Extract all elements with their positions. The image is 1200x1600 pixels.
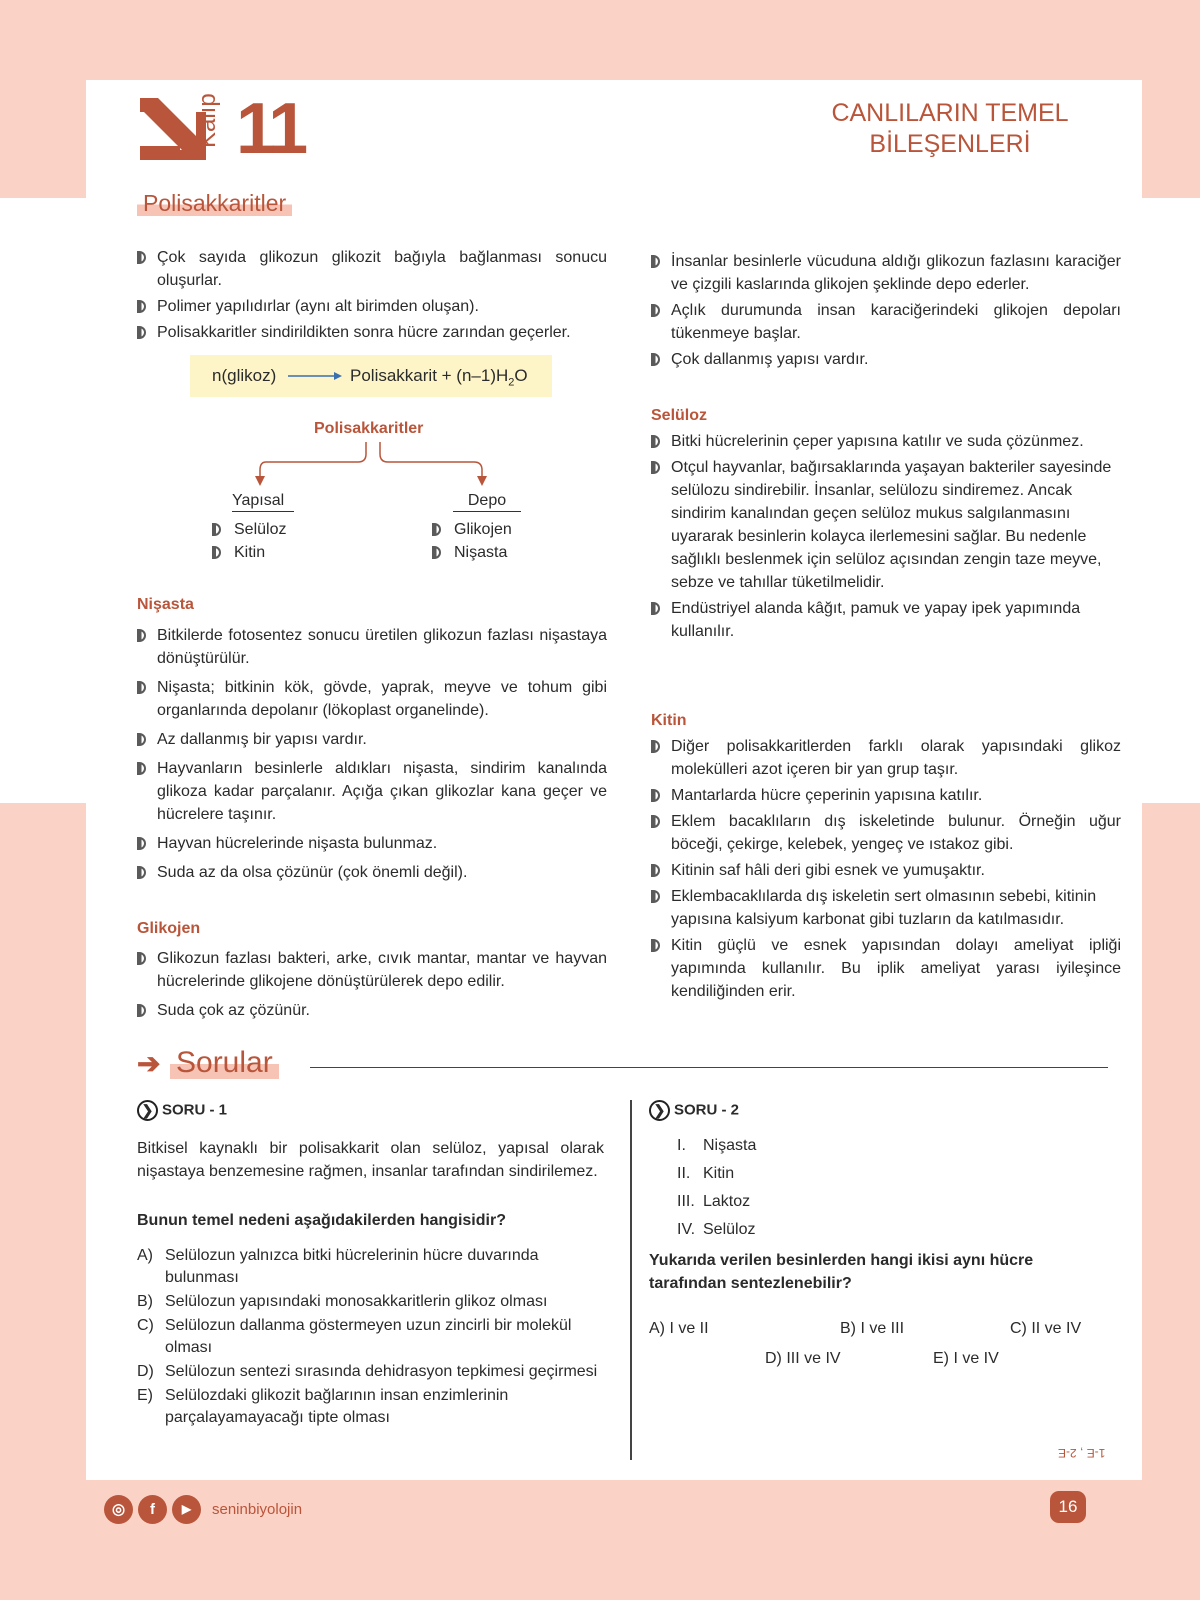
bullet-icon [651, 740, 660, 753]
option-c[interactable]: C) Selülozun dallanma göstermeyen uzun zincirli bir molekül olması [137, 1317, 572, 1356]
storage-list [432, 518, 512, 564]
bullet-icon [651, 864, 660, 877]
bullet-icon [651, 602, 660, 615]
intro-list [137, 246, 607, 347]
page-title: CANLILARIN TEMEL BİLEŞENLERİ [831, 99, 1069, 158]
question-2-items [663, 1132, 756, 1244]
list-item: Nişasta [432, 541, 512, 564]
list-item: Hayvan hücrelerinde nişasta bulunmaz. [137, 832, 607, 855]
list-item: Otçul hayvanlar, bağırsaklarında yaşayan bakteriler sayesinde selülozu sindirebilir. İnsanlar, selülozu sindiremez. Ancak sindirim kanalından geçen selüloz mukus salgılanmasını uyararak besinlerin kolayca ilerlemesini sağlar. Bu nedenle sağlıklı beslenmek için selüloz açısından zengin taze meyve, sebze ve tahıllar tüketilmelidir. [651, 456, 1121, 594]
option-a[interactable]: A) I ve II [649, 1320, 709, 1337]
bullet-icon [651, 939, 660, 952]
list-item: Çok dallanmış yapısı vardır. [651, 348, 1121, 371]
bullet-icon [651, 815, 660, 828]
youtube-icon[interactable]: ▶ [172, 1495, 201, 1524]
facebook-icon[interactable]: f [138, 1495, 167, 1524]
bullet-icon [651, 461, 660, 474]
option-c[interactable]: C) II ve IV [1010, 1320, 1082, 1337]
list-item: III. Laktoz [677, 1193, 751, 1210]
list-item: Açlık durumunda insan karaciğerindeki glikojen depoları tükenmeye başlar. [651, 299, 1121, 345]
bullet-icon [137, 300, 146, 313]
option-b[interactable]: B) I ve III [840, 1320, 905, 1337]
structural-list [212, 518, 286, 564]
bullet-icon [432, 546, 441, 559]
seluloz-title: Selüloz [651, 407, 708, 424]
nisasta-title: Nişasta [137, 596, 194, 613]
list-item: Kitinin saf hâli deri gibi esnek ve yumuşaktır. [651, 859, 1121, 882]
social-handle[interactable]: seninbiyolojin [212, 1501, 303, 1518]
bullet-icon [651, 353, 660, 366]
bullet-icon [137, 762, 146, 775]
kalip-label: Kalıp [194, 93, 221, 148]
bullet-icon [137, 733, 146, 746]
list-item: Endüstriyel alanda kâğıt, pamuk ve yapay ipek yapımında kullanılır. [651, 597, 1121, 643]
section-title: Polisakkaritler [137, 190, 292, 217]
bullet-icon [432, 523, 441, 536]
list-item: Glikozun fazlası bakteri, arke, cıvık mantar, mantar ve hayvan hücrelerinde glikojene dönüştürülerek depo edilir. [137, 947, 607, 993]
option-e[interactable]: E) I ve IV [933, 1350, 999, 1367]
question-2-label: ❯ SORU - 2 [649, 1100, 739, 1121]
bullet-icon [137, 629, 146, 642]
divider [310, 1067, 1108, 1068]
list-item: Suda çok az çözünür. [137, 999, 607, 1022]
bullet-icon [212, 523, 221, 536]
list-item: Kitin güçlü ve esnek yapısından dolayı ameliyat ipliği yapımında kullanılır. Bu iplik ameliyat yarası iyileşince kendiliğinden erir. [651, 934, 1121, 1003]
page-number: 16 [1050, 1491, 1086, 1523]
list-item: Polisakkaritler sindirildikten sonra hücre zarından geçerler. [137, 321, 607, 344]
option-d[interactable]: D) Selülozun sentezi sırasında dehidrasyon tepkimesi geçirmesi [137, 1363, 598, 1380]
list-item: Polimer yapılıdırlar (aynı alt birimden oluşan). [137, 295, 607, 318]
list-item: Diğer polisakkaritlerden farklı olarak yapısındaki glikoz molekülleri azot içeren bir yan grup taşır. [651, 735, 1121, 781]
question-1-text: Bitkisel kaynaklı bir polisakkarit olan selüloz, yapısal olarak nişastaya benzemesine rağmen, insanlar tarafından sindirilemez. [137, 1140, 604, 1180]
answer-key: 1-E , 2-E [1058, 1446, 1106, 1460]
option-a[interactable]: A) Selülozun yalnızca bitki hücrelerinin hücre duvarında bulunması [137, 1247, 539, 1286]
bullet-icon [212, 546, 221, 559]
question-1-prompt: Bunun temel nedeni aşağıdakilerden hangisidir? [137, 1212, 506, 1229]
list-item: Eklembacaklılarda dış iskeletin sert olmasının sebebi, kitinin yapısına kalsiyum karbonat gibi tuzların da katılmasıdır. [651, 885, 1121, 931]
bullet-icon [137, 866, 146, 879]
list-item: Bitki hücrelerinin çeper yapısına katılır ve suda çözünmez. [651, 430, 1121, 453]
question-2-prompt: Yukarıda verilen besinlerden hangi ikisi aynı hücre tarafından sentezlenebilir? [649, 1252, 1034, 1292]
kitin-list [651, 735, 1121, 1006]
list-item: Az dallanmış bir yapısı vardır. [137, 728, 607, 751]
bullet-icon [651, 255, 660, 268]
storage-heading: Depo [453, 492, 521, 512]
list-item: I. Nişasta [677, 1137, 757, 1154]
bullet-icon [651, 890, 660, 903]
question-1-options [137, 1245, 604, 1431]
glikojen-right-list [651, 250, 1121, 374]
list-item: Çok sayıda glikozun glikozit bağıyla bağlanması sonucu oluşurlar. [137, 246, 607, 292]
question-1-label: ❯ SORU - 1 [137, 1100, 227, 1121]
list-item: Hayvanların besinlerle aldıkları nişasta, sindirim kanalında glikoza kadar parçalanır. Açığa çıkan glikozlar kana geçer ve hücrelere taşınır. [137, 757, 607, 826]
list-item: Kitin [212, 541, 286, 564]
bullet-icon [137, 251, 146, 264]
glikojen-list [137, 947, 607, 1025]
option-d[interactable]: D) III ve IV [765, 1350, 841, 1367]
chevron-right-icon: ❯ [137, 1100, 158, 1121]
instagram-icon[interactable]: ◎ [104, 1495, 133, 1524]
bullet-icon [137, 326, 146, 339]
column-divider [630, 1100, 632, 1460]
list-item: Glikojen [432, 518, 512, 541]
list-item: Eklem bacaklıların dış iskeletinde bulunur. Örneğin uğur böceği, çekirge, kelebek, yengeç ve ıstakoz gibi. [651, 810, 1121, 856]
kitin-title: Kitin [651, 712, 687, 729]
list-item: Suda az da olsa çözünür (çok önemli değil). [137, 861, 607, 884]
bullet-icon [651, 435, 660, 448]
seluloz-list [651, 430, 1121, 646]
bullet-icon [137, 681, 146, 694]
list-item: Bitkilerde fotosentez sonucu üretilen glikozun fazlası nişastaya dönüştürülür. [137, 624, 607, 670]
structural-heading: Yapısal [232, 492, 294, 512]
list-item: Selüloz [212, 518, 286, 541]
bullet-icon [651, 304, 660, 317]
list-item: II. Kitin [677, 1165, 735, 1182]
equation-box: n(glikoz) Polisakkarit + $(n-1)H_2O$ [190, 355, 552, 397]
arrow-right-icon [288, 371, 342, 381]
diagram-connectors [252, 440, 492, 490]
option-b[interactable]: B) Selülozun yapısındaki monosakkaritlerin glikoz olması [137, 1293, 548, 1310]
option-e[interactable]: E) Selülozdaki glikozit bağlarının insan enzimlerinin parçalayamayacağı tipte olması [137, 1387, 509, 1426]
bullet-icon [137, 952, 146, 965]
list-item: Nişasta; bitkinin kök, gövde, yaprak, meyve ve tohum gibi organlarında depolanır (lökoplast organelinde). [137, 676, 607, 722]
list-item: İnsanlar besinlerle vücuduna aldığı glikozun fazlasını karaciğer ve çizgili kaslarında glikojen şeklinde depo ederler. [651, 250, 1121, 296]
arrow-right-icon: ➔ [137, 1048, 161, 1079]
list-item: IV. Selüloz [677, 1221, 756, 1238]
list-item: Mantarlarda hücre çeperinin yapısına katılır. [651, 784, 1121, 807]
nisasta-list [137, 624, 607, 890]
sorular-title: Sorular [170, 1048, 279, 1078]
bullet-icon [137, 1004, 146, 1017]
bullet-icon [651, 789, 660, 802]
kalip-number: 11 [236, 89, 305, 169]
glikojen-title: Glikojen [137, 920, 201, 937]
bullet-icon [137, 837, 146, 850]
chevron-right-icon: ❯ [649, 1100, 670, 1121]
diagram-title: Polisakkaritler [314, 420, 424, 437]
